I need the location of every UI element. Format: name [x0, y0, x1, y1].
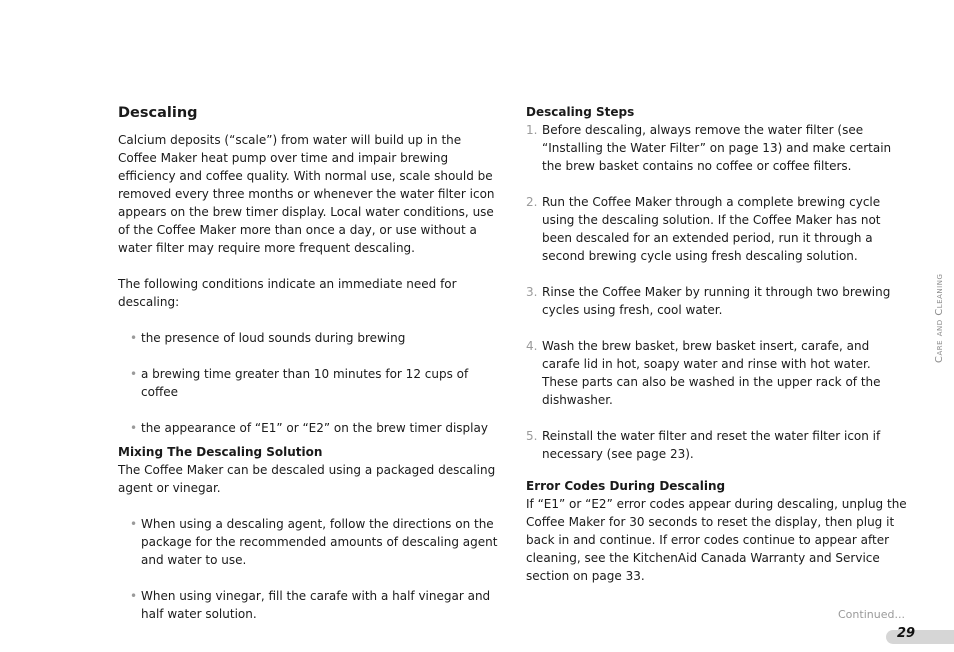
- page-number: 29: [897, 626, 916, 641]
- mixing-heading: Mixing The Descaling Solution: [118, 445, 323, 459]
- mixing-paragraph: The Coffee Maker can be descaled using a packaged descaling agent or vinegar.: [118, 463, 496, 495]
- list-item: 4. Wash the brew basket, brew basket insert, carafe, and carafe lid in hot, soapy water and rinse with hot water. These parts can also be washed in the upper rack of the dishwasher.: [526, 339, 881, 407]
- bullet-icon: •: [130, 367, 138, 381]
- left-column: [118, 103, 500, 623]
- list-item: 2. Run the Coffee Maker through a complete brewing cycle using the descaling solution. If the Coffee Maker has not been descaled for an extended period, run it through a second brewing cycle using fresh descaling solution.: [526, 195, 881, 263]
- errors-paragraph: If “E1” or “E2” error codes appear during descaling, unplug the Coffee Maker for 30 seconds to reset the display, then plug it back in and continue. If error codes continue to appear after cleaning, see the KitchenAid Canada Warranty and Service section on page 33.: [526, 497, 907, 583]
- list-item: • When using vinegar, fill the carafe with a half vinegar and half water solution.: [130, 589, 491, 621]
- bullet-icon: •: [130, 589, 138, 603]
- step-number: 3.: [526, 285, 538, 299]
- bullet-icon: •: [130, 421, 138, 435]
- list-item: 3. Rinse the Coffee Maker by running it through two brewing cycles using fresh, cool water.: [526, 285, 891, 317]
- mixing-list: [118, 515, 500, 623]
- list-item: 5. Reinstall the water filter and reset the water filter icon if necessary (see page 23).: [526, 429, 881, 461]
- continued-label: Continued...: [838, 608, 905, 621]
- list-item: • When using a descaling agent, follow the directions on the package for the recommended amounts of descaling agent and water to use.: [130, 517, 498, 567]
- list-item: • the presence of loud sounds during brewing: [130, 331, 406, 345]
- bullet-icon: •: [130, 517, 138, 531]
- errors-heading: Error Codes During Descaling: [526, 479, 726, 493]
- step-number: 4.: [526, 339, 538, 353]
- steps-heading: Descaling Steps: [526, 105, 635, 119]
- list-item: • a brewing time greater than 10 minutes for 12 cups of coffee: [130, 367, 469, 399]
- conditions-list: [118, 329, 500, 437]
- chapter-side-tab: Care and Cleaning: [934, 273, 945, 363]
- step-number: 1.: [526, 123, 538, 137]
- list-item: • the appearance of “E1” or “E2” on the brew timer display: [130, 421, 488, 435]
- step-number: 5.: [526, 429, 538, 443]
- section-title: Descaling: [118, 105, 198, 121]
- intro-paragraph: Calcium deposits (“scale”) from water will build up in the Coffee Maker heat pump over time and impair brewing efficiency and coffee quality. With normal use, scale should be removed every three months or whenever the water filter icon appears on the brew timer display. Local water conditions, use of the Coffee Maker more than once a day, or use without a water filter may require more frequent descaling.: [118, 133, 495, 255]
- conditions-intro: The following conditions indicate an immediate need for descaling:: [118, 277, 457, 309]
- right-column: [526, 103, 910, 585]
- list-item: 1. Before descaling, always remove the water filter (see “Installing the Water Filter” on page 13) and make certain the brew basket contains no coffee or coffee filters.: [526, 123, 892, 173]
- step-number: 2.: [526, 195, 538, 209]
- steps-list: [526, 121, 910, 463]
- bullet-icon: •: [130, 331, 138, 345]
